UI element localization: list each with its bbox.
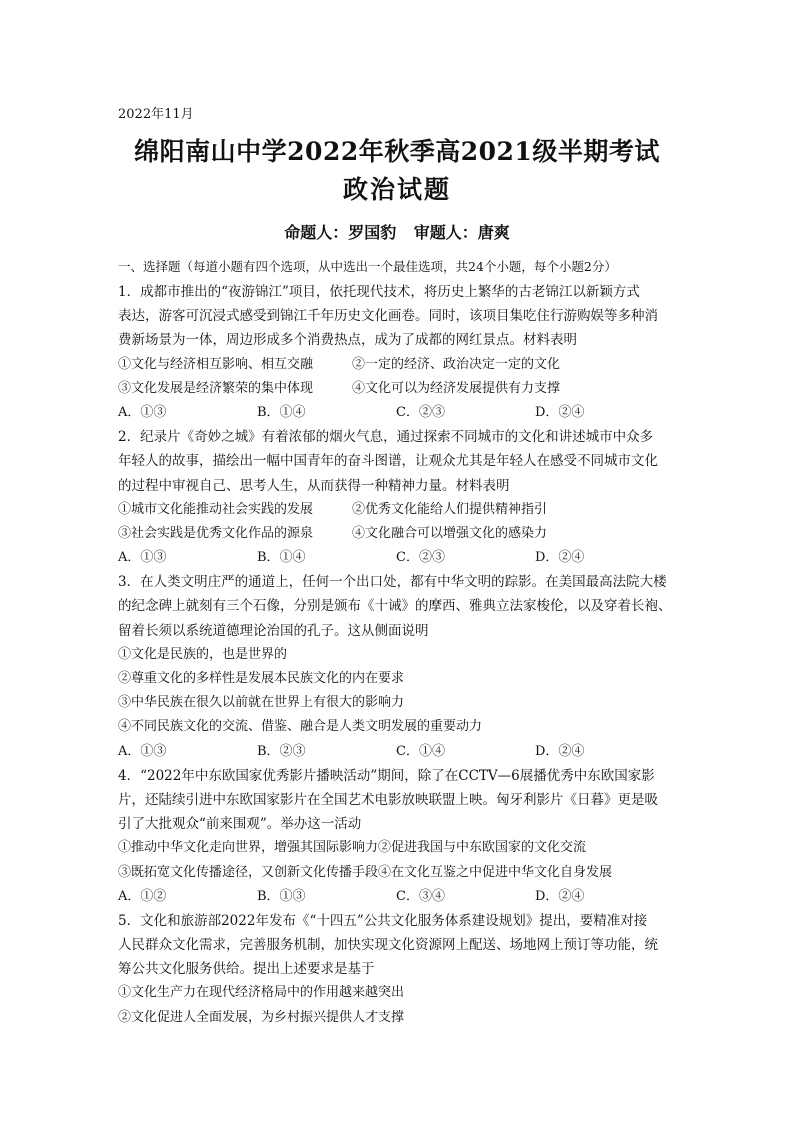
choice-b: B．①④ [257,404,306,420]
authors-line [0,220,794,243]
question-stem-line: 的纪念碑上就刻有三个石像，分别是颁布《十诫》的摩西、雅典立法家梭伦，以及穿着长袍、 [118,598,672,615]
questions [118,280,678,1030]
statement: ①推动中华文化走向世界，增强其国际影响力 [118,840,379,856]
question-stem-line: 的过程中审视自己、思考人生，从而获得一种精神力量。材料表明 [118,477,510,494]
reviewer: 审题人：唐爽 [413,223,510,242]
answer-choices [118,546,678,570]
exam-title: 绵阳南山中学2022年秋季高2021级半期考试 [134,137,660,166]
statement: ①文化是民族的，也是世界的 [118,646,288,662]
question-stem-line: 引了大批观众“前来围观”。举办这一活动 [118,816,362,833]
statement: ④在文化互鉴之中促进中华文化自身发展 [378,864,613,880]
statement-row [118,522,678,546]
question-5 [118,909,678,1030]
choice-b: B．①③ [257,888,306,904]
statement: ③中华民族在很久以前就在世界上有很大的影响力 [118,695,405,711]
question-2 [118,425,678,570]
choice-a: A．①③ [118,550,167,566]
statement: ①文化与经济相互影响、相互交融 [118,356,314,372]
choice-d: D．②④ [535,888,585,904]
statement: ②文化促进人全面发展，为乡村振兴提供人才支撑 [118,1009,405,1025]
statement: ①文化生产力在现代经济格局中的作用越来越突出 [118,985,405,1001]
choice-a: A．①② [118,888,167,904]
section-heading: 一、选择题（每道小题有四个选项，从中选出一个最佳选项，共24个小题，每个小题2分） [118,259,617,274]
choice-a: A．①③ [118,743,167,759]
statement: ③既拓宽文化传播途径，又创新文化传播手段 [118,864,379,880]
choice-d: D．②④ [535,743,585,759]
choice-b: B．①④ [257,550,306,566]
question-stem-line: 年轻人的故事，描绘出一幅中国青年的奋斗图谱，让观众尤其是年轻人在感受不同城市文化 [118,453,658,470]
question-stem-line: 5．文化和旅游部2022年发布《“十四五”公共文化服务体系建设规划》提出，要精准对接 [118,912,648,929]
choice-c: C．③④ [396,888,445,904]
statement: ④文化融合可以增强文化的感染力 [352,525,548,541]
question-stem-line: 表达，游客可沉浸式感受到锦江千年历史文化画卷。同时，该项目集吃住行游购娱等多种消 [118,308,658,325]
choice-d: D．②④ [535,404,585,420]
answer-choices [118,885,678,909]
statement-row [118,377,678,401]
subject-title: 政治试题 [342,175,451,204]
question-stem-line: 费新场景为一体，周边形成多个消费热点，成为了成都的网红景点。材料表明 [118,332,577,349]
choice-c: C．②③ [396,550,445,566]
question-3 [118,570,678,764]
question-1 [118,280,678,425]
choice-a: A．①③ [118,404,167,420]
question-stem-line: 人民群众文化需求，完善服务机制，加快实现文化资源网上配送、场地网上预订等功能，统 [118,937,658,954]
statement: ①城市文化能推动社会实践的发展 [118,501,314,517]
setter: 命题人：罗国豹 [284,223,397,242]
choice-c: C．①④ [396,743,445,759]
statement: ③社会实践是优秀文化作品的源泉 [118,525,314,541]
choice-c: C．②③ [396,404,445,420]
choice-b: B．②③ [257,743,306,759]
question-stem-line: 3．在人类文明庄严的通道上，任何一个出口处，都有中华文明的踪影。在美国最高法院大楼 [118,574,667,591]
statement: ②一定的经济、政治决定一定的文化 [352,356,561,372]
statement: ②尊重文化的多样性是发展本民族文化的内在要求 [118,671,405,686]
statement: ②优秀文化能给人们提供精神指引 [352,501,548,517]
question-stem-line: 4．“2022年中东欧国家优秀影片播映活动”期间，除了在CCTV—6展播优秀中东欧国家影 [118,767,655,784]
statement: ③文化发展是经济繁荣的集中体现 [118,380,314,396]
statement: ④不同民族文化的交流、借鉴、融合是人类文明发展的重要动力 [118,719,483,735]
statement-row [118,836,678,860]
question-4 [118,764,678,909]
statement-row [118,353,678,377]
statement: ④文化可以为经济发展提供有力支撑 [352,380,561,396]
question-stem-line: 留着长须以系统道德理论治国的孔子。这从侧面说明 [118,622,429,639]
exam-date: 2022年11月 [118,107,194,122]
statement-row [118,498,678,522]
statement: ②促进我国与中东欧国家的文化交流 [378,840,587,856]
question-stem-line: 2．纪录片《奇妙之城》有着浓郁的烟火气息，通过探索不同城市的文化和讲述城市中众多 [118,429,654,446]
answer-choices [118,401,678,425]
question-stem-line: 片，还陆续引进中东欧国家影片在全国艺术电影放映联盟上映。匈牙利影片《日暮》更是吸 [118,791,658,808]
question-stem-line: 筹公共文化服务供给。提出上述要求是基于 [118,961,375,978]
answer-choices [118,740,678,764]
choice-d: D．②④ [535,550,585,566]
statement-row [118,861,678,885]
question-stem-line: 1．成都市推出的“夜游锦江”项目，依托现代技术，将历史上繁华的古老锦江以新颖方式 [118,284,640,300]
